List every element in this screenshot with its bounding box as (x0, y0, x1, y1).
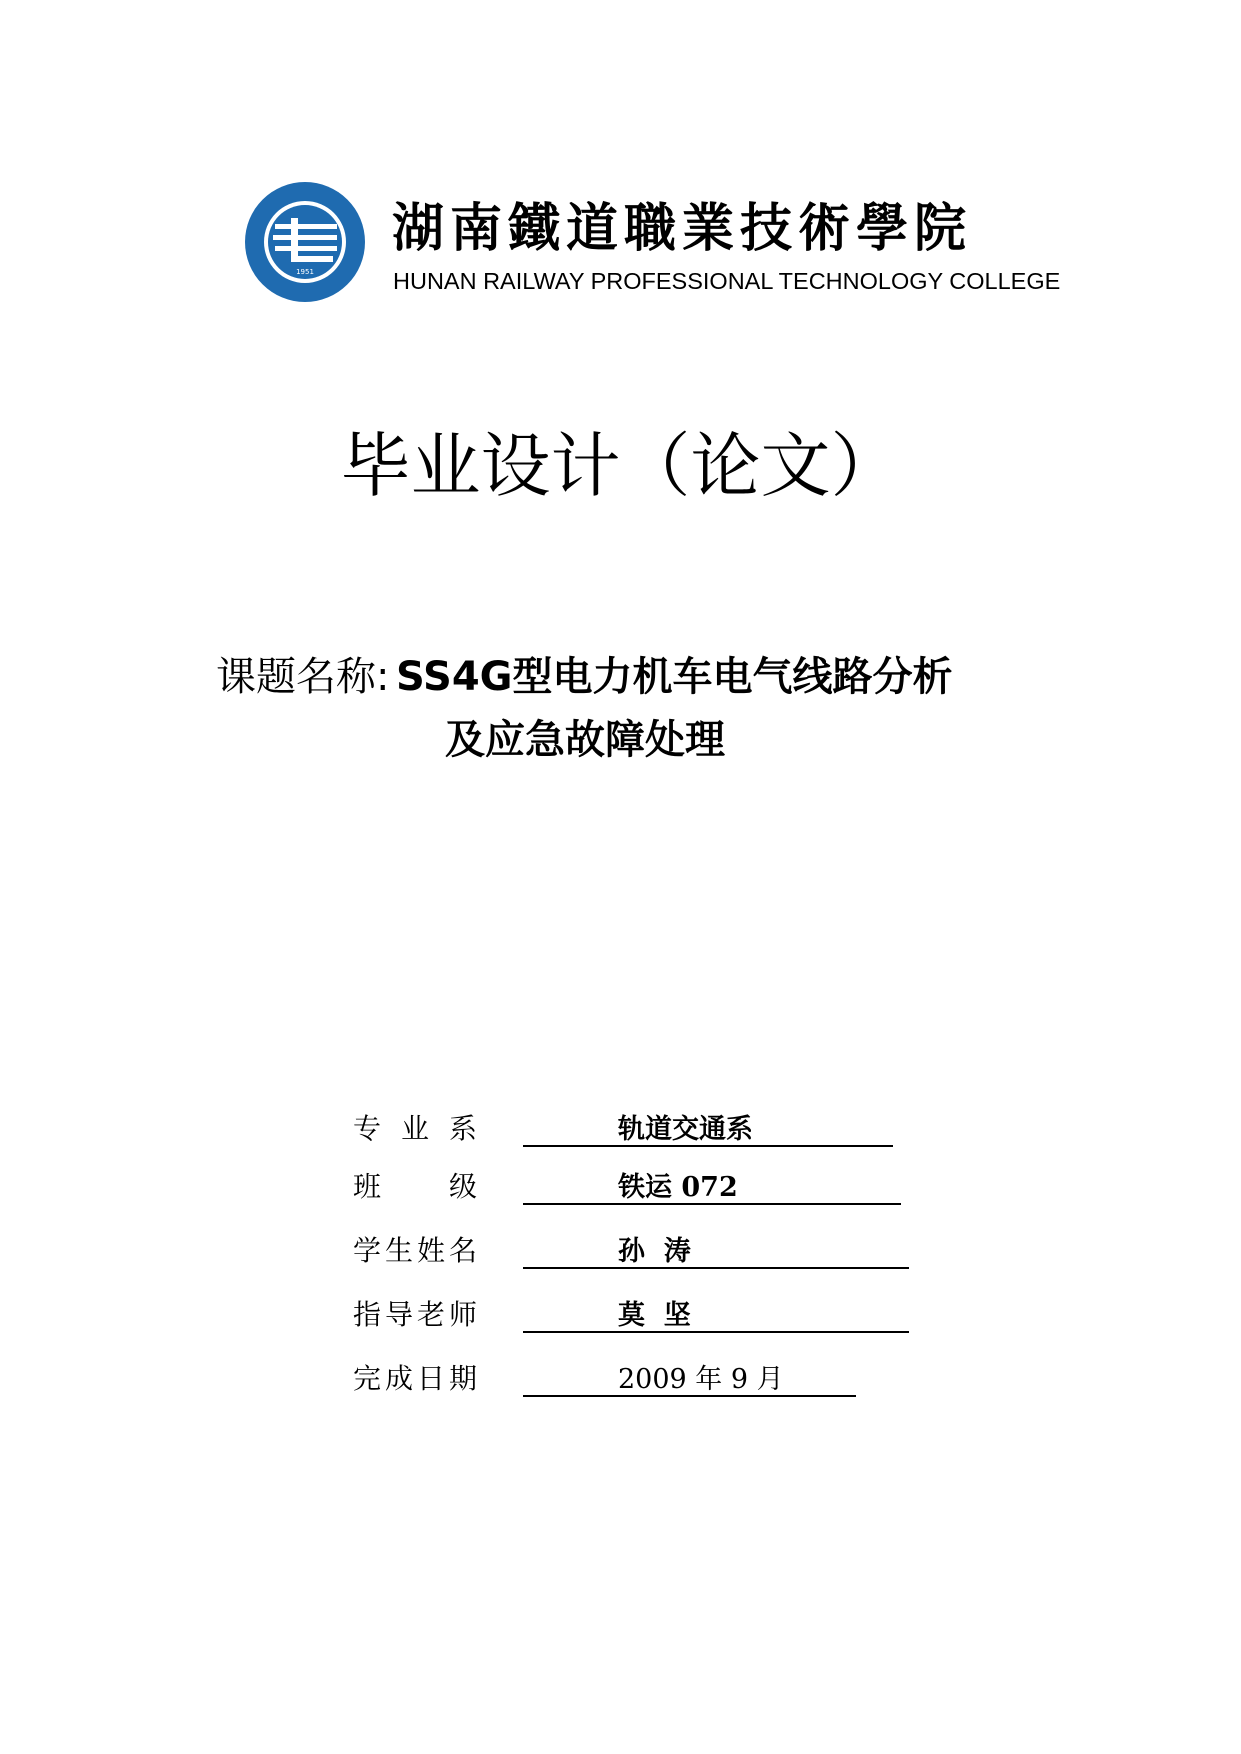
topic-title-line2: 及应急故障处理 (445, 717, 725, 763)
info-label: 专业系 (353, 1112, 477, 1145)
info-value: 孙 涛 (618, 1236, 691, 1267)
info-value: 铁运 072 (618, 1172, 738, 1203)
info-label: 班级 (353, 1170, 477, 1203)
info-label: 指导老师 (353, 1298, 477, 1331)
info-row-student-name (0, 1229, 1241, 1279)
info-row-class (0, 1165, 1241, 1215)
topic-label: 课题名称: (216, 654, 390, 700)
college-name-en: HUNAN RAILWAY PROFESSIONAL TECHNOLOGY COLLEGE (393, 268, 1061, 294)
seal-year: 1951 (296, 268, 314, 276)
info-row-completion-date (0, 1357, 1241, 1407)
info-label: 学生姓名 (353, 1234, 477, 1267)
underline (523, 1267, 909, 1269)
info-value: 轨道交通系 (618, 1114, 753, 1145)
info-row-advisor (0, 1293, 1241, 1343)
document-title: 毕业设计（论文） (340, 425, 901, 507)
topic-title-line1: SS4G型电力机车电气线路分析 (396, 654, 953, 700)
info-value: 2009 年 9 月 (618, 1364, 784, 1395)
underline (523, 1331, 909, 1333)
info-row-department (0, 1107, 1241, 1157)
college-name-cn: 湖南鐵道職業技術學院 (392, 198, 973, 259)
info-label: 完成日期 (353, 1362, 477, 1395)
info-value: 莫 坚 (618, 1300, 691, 1331)
college-seal-logo (243, 180, 367, 304)
